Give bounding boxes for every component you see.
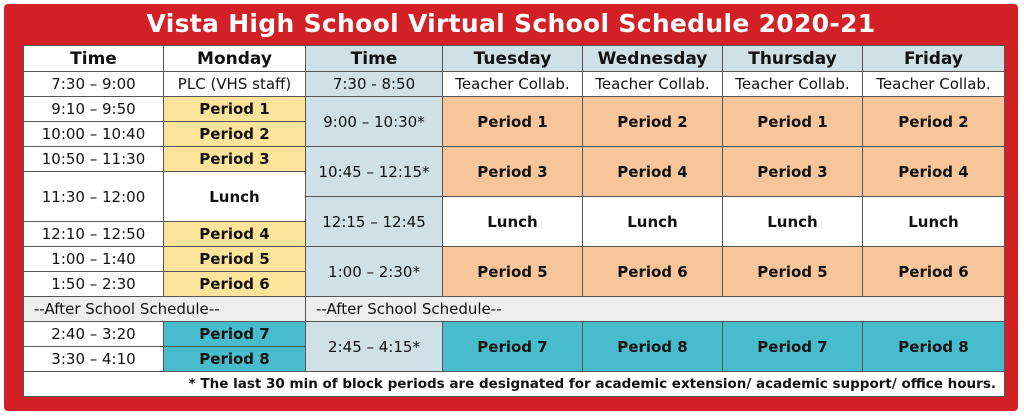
tuesday-activity-cell: Lunch xyxy=(443,197,583,247)
friday-activity-cell: Teacher Collab. xyxy=(863,72,1005,97)
table-row xyxy=(24,247,1005,272)
wednesday-activity-cell: Period 8 xyxy=(583,322,723,372)
wednesday-activity-cell: Period 2 xyxy=(583,97,723,147)
friday-activity-cell: Period 6 xyxy=(863,247,1005,297)
header-friday: Friday xyxy=(863,46,1005,72)
monday-time-cell: 7:30 – 9:00 xyxy=(24,72,164,97)
friday-activity-cell: Period 2 xyxy=(863,97,1005,147)
thursday-activity-cell: Lunch xyxy=(723,197,863,247)
thursday-activity-cell: Period 1 xyxy=(723,97,863,147)
block-time-cell: 7:30 - 8:50 xyxy=(306,72,443,97)
block-time-cell: 10:45 – 12:15* xyxy=(306,147,443,197)
monday-time-cell: 10:50 – 11:30 xyxy=(24,147,164,172)
monday-activity-cell: Period 4 xyxy=(164,222,306,247)
header-wednesday: Wednesday xyxy=(583,46,723,72)
table-row xyxy=(24,97,1005,122)
after-school-text-right: --After School Schedule-- xyxy=(316,300,502,318)
monday-time-cell: 12:10 – 12:50 xyxy=(24,222,164,247)
monday-time-cell: 3:30 – 4:10 xyxy=(24,347,164,372)
after-school-row xyxy=(24,297,1005,322)
monday-activity-cell: Period 3 xyxy=(164,147,306,172)
header-monday: Monday xyxy=(164,46,306,72)
thursday-activity-cell: Teacher Collab. xyxy=(723,72,863,97)
schedule-table xyxy=(23,45,1005,397)
thursday-activity-cell: Period 7 xyxy=(723,322,863,372)
tuesday-activity-cell: Period 3 xyxy=(443,147,583,197)
footnote-row xyxy=(24,372,1005,397)
monday-activity-cell: PLC (VHS staff) xyxy=(164,72,306,97)
block-time-cell: 9:00 – 10:30* xyxy=(306,97,443,147)
table-row xyxy=(24,322,1005,347)
monday-activity-cell: Period 6 xyxy=(164,272,306,297)
table-row xyxy=(24,72,1005,97)
header-tuesday: Tuesday xyxy=(443,46,583,72)
monday-activity-cell: Period 2 xyxy=(164,122,306,147)
header-time-right: Time xyxy=(306,46,443,72)
footnote-cell xyxy=(24,372,1005,397)
header-time-left: Time xyxy=(24,46,164,72)
after-school-label-right xyxy=(306,297,1005,322)
monday-time-cell: 2:40 – 3:20 xyxy=(24,322,164,347)
after-school-text-left: --After School Schedule-- xyxy=(34,300,220,318)
block-time-cell: 12:15 – 12:45 xyxy=(306,197,443,247)
wednesday-activity-cell: Lunch xyxy=(583,197,723,247)
monday-activity-cell: Period 8 xyxy=(164,347,306,372)
monday-activity-cell: Period 7 xyxy=(164,322,306,347)
wednesday-activity-cell: Teacher Collab. xyxy=(583,72,723,97)
thursday-activity-cell: Period 5 xyxy=(723,247,863,297)
block-time-cell: 2:45 – 4:15* xyxy=(306,322,443,372)
tuesday-activity-cell: Period 1 xyxy=(443,97,583,147)
monday-time-cell: 11:30 – 12:00 xyxy=(24,172,164,222)
thursday-activity-cell: Period 3 xyxy=(723,147,863,197)
footnote-text: * The last 30 min of block periods are designated for academic extension/ academic support/ office hours. xyxy=(188,376,996,392)
tuesday-activity-cell: Period 7 xyxy=(443,322,583,372)
schedule-frame xyxy=(4,4,1018,411)
after-school-label-left xyxy=(24,297,306,322)
monday-time-cell: 9:10 – 9:50 xyxy=(24,97,164,122)
header-thursday: Thursday xyxy=(723,46,863,72)
tuesday-activity-cell: Period 5 xyxy=(443,247,583,297)
tuesday-activity-cell: Teacher Collab. xyxy=(443,72,583,97)
wednesday-activity-cell: Period 6 xyxy=(583,247,723,297)
monday-activity-cell: Period 1 xyxy=(164,97,306,122)
monday-activity-cell: Period 5 xyxy=(164,247,306,272)
wednesday-activity-cell: Period 4 xyxy=(583,147,723,197)
monday-activity-cell: Lunch xyxy=(164,172,306,222)
friday-activity-cell: Period 4 xyxy=(863,147,1005,197)
monday-time-cell: 1:50 – 2:30 xyxy=(24,272,164,297)
table-row xyxy=(24,147,1005,172)
monday-time-cell: 1:00 – 1:40 xyxy=(24,247,164,272)
friday-activity-cell: Period 8 xyxy=(863,322,1005,372)
header-row xyxy=(24,46,1005,72)
page-title: Vista High School Virtual School Schedule 2020-21 xyxy=(146,9,876,38)
friday-activity-cell: Lunch xyxy=(863,197,1005,247)
monday-time-cell: 10:00 – 10:40 xyxy=(24,122,164,147)
block-time-cell: 1:00 – 2:30* xyxy=(306,247,443,297)
